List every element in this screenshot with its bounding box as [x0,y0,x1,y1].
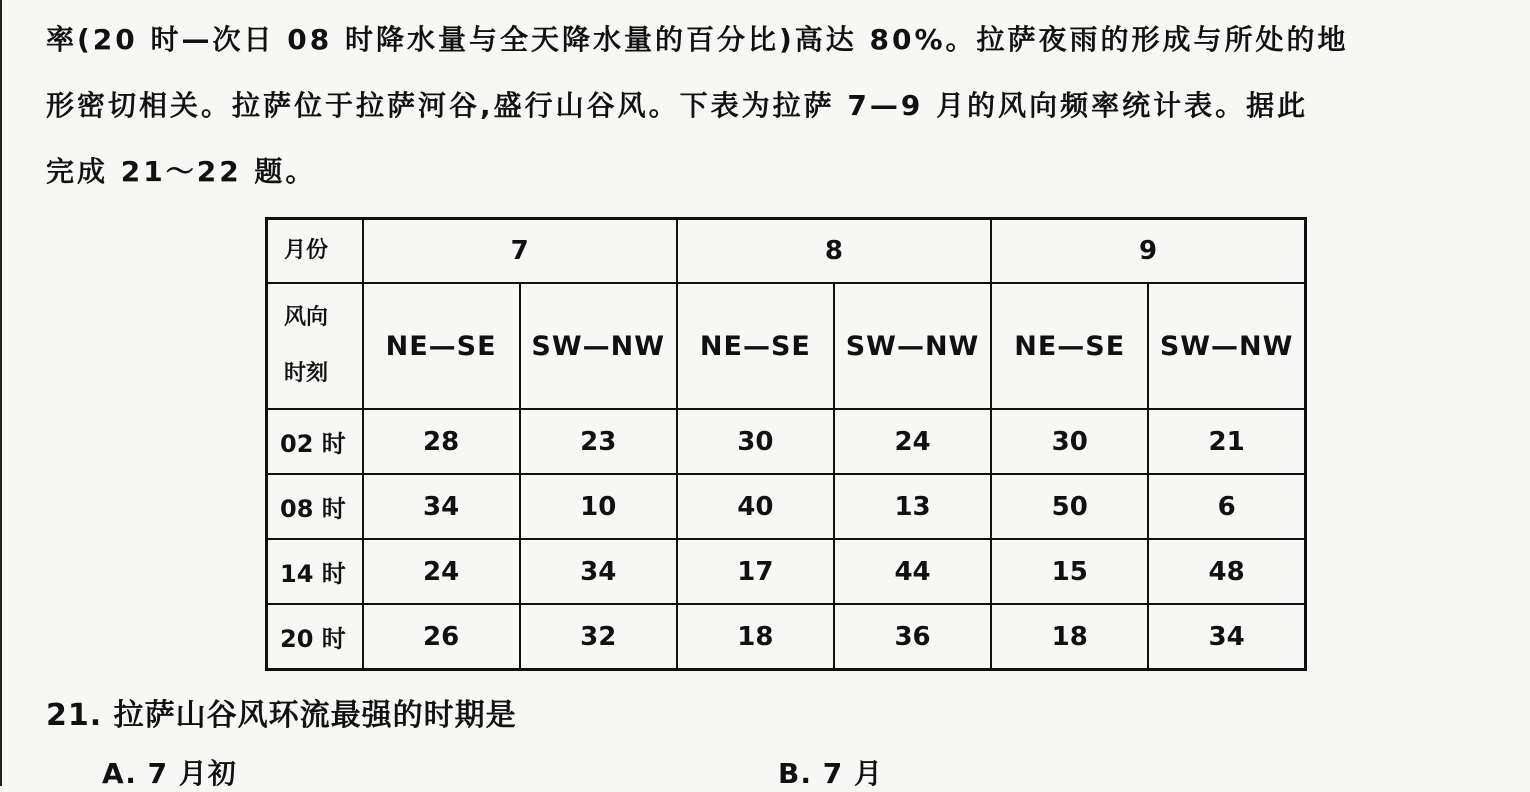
value-cell: 23 [520,409,677,474]
value-cell: 34 [1148,604,1305,670]
value-cell: 18 [677,604,834,670]
header-direction-time-label [267,283,363,409]
passage-line-2: 形密切相关。拉萨位于拉萨河谷,盛行山谷风。下表为拉萨 7—9 月的风向频率统计表。据此 [46,89,1309,122]
value-cell: 21 [1148,409,1305,474]
header-time-label: 时刻 [284,361,329,386]
option-a[interactable]: A. 7 月初 [102,757,237,790]
page-edge-rule [0,0,2,786]
wind-frequency-table [265,217,1307,671]
value-cell: 30 [677,409,834,474]
direction-cell: NE—SE [363,283,520,409]
value-cell: 10 [520,474,677,539]
header-month-9: 9 [991,219,1305,284]
value-cell: 28 [363,409,520,474]
value-cell: 50 [991,474,1148,539]
value-cell: 32 [520,604,677,670]
option-b[interactable]: B. 7 月 [778,757,883,790]
value-cell: 48 [1148,539,1305,604]
header-month-label: 月份 [267,219,363,284]
table-header-row-months [267,219,1306,284]
table-row [267,409,1306,474]
direction-cell: SW—NW [1148,283,1305,409]
value-cell: 26 [363,604,520,670]
header-month-8: 8 [677,219,991,284]
value-cell: 17 [677,539,834,604]
value-cell: 44 [834,539,991,604]
value-cell: 34 [520,539,677,604]
time-cell: 08 时 [267,474,363,539]
passage-line-3: 完成 21～22 题。 [46,155,317,188]
header-month-7: 7 [363,219,677,284]
direction-cell: NE—SE [677,283,834,409]
value-cell: 6 [1148,474,1305,539]
value-cell: 24 [363,539,520,604]
value-cell: 24 [834,409,991,474]
table-header-row-directions [267,283,1306,409]
passage-line-1: 率(20 时—次日 08 时降水量与全天降水量的百分比)高达 80%。拉萨夜雨的形成与所处的地 [46,23,1349,56]
value-cell: 15 [991,539,1148,604]
time-cell: 20 时 [267,604,363,670]
direction-cell: NE—SE [991,283,1148,409]
value-cell: 40 [677,474,834,539]
value-cell: 18 [991,604,1148,670]
time-cell: 02 时 [267,409,363,474]
value-cell: 34 [363,474,520,539]
question-21-stem: 21. 拉萨山谷风环流最强的时期是 [46,698,517,733]
table-row [267,604,1306,670]
header-direction-label: 风向 [284,305,329,330]
time-cell: 14 时 [267,539,363,604]
value-cell: 36 [834,604,991,670]
value-cell: 13 [834,474,991,539]
table-row [267,539,1306,604]
table-row [267,474,1306,539]
direction-cell: SW—NW [834,283,991,409]
direction-cell: SW—NW [520,283,677,409]
value-cell: 30 [991,409,1148,474]
